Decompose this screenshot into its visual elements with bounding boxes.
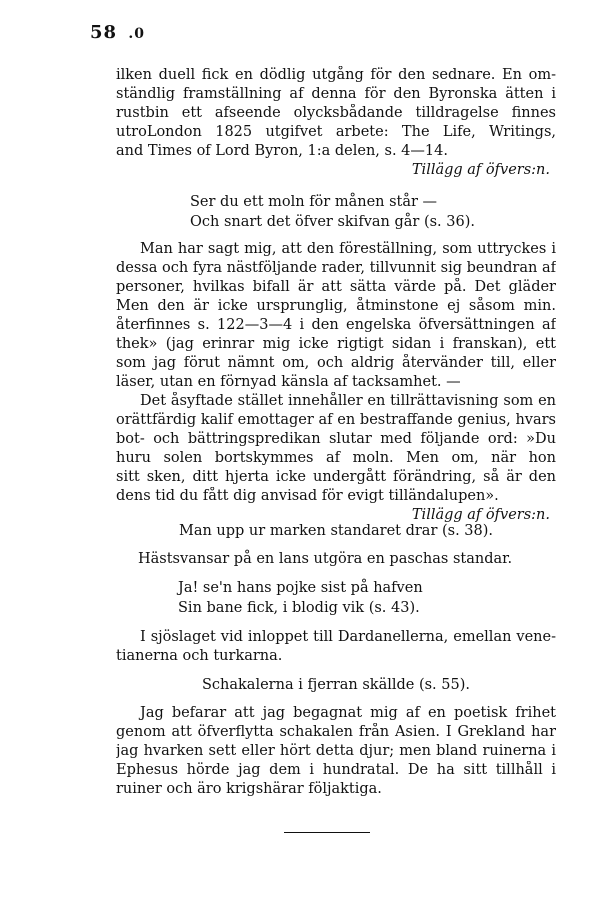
text-line: läser, utan en förnyad känsla af tacksamhet. — — [116, 374, 461, 390]
text-line: Ephesus hörde jag dem i hundratal. De ha sitt tillhåll i — [116, 762, 556, 778]
text-line: genom att öfverflytta schakalen från Asien. I Grekland har — [116, 724, 556, 740]
page-mark: .0 — [128, 26, 145, 42]
text-line: sitt sken, ditt hjerta icke undergått förändring, så är den — [116, 469, 556, 485]
verse-line: Och snart det öfver skifvan går (s. 36). — [190, 214, 475, 230]
paragraph-5 — [116, 704, 556, 799]
translator-note: Tillägg af öfvers:n. — [411, 507, 550, 523]
text-line: bot- och bättringspredikan slutar med följande ord: »Du — [116, 431, 556, 447]
text-line: jag hvarken sett eller hört detta djur; men bland ruinerna i — [116, 743, 556, 759]
text-line: ständlig framställning af denna för den Byronska ätten i — [116, 86, 556, 102]
paragraph-footnote-1 — [116, 66, 556, 180]
text-line: and Times of Lord Byron, 1:a delen, s. 4—14. — [116, 143, 448, 159]
text-line: personer, hvilkas bifall är att sätta värde på. Det gläder — [116, 279, 556, 295]
text-line: återfinnes s. 122—3—4 i den engelska öfversättningen af — [116, 317, 556, 333]
text-line: dens tid du fått dig anvisad för evigt tilländalupen». — [116, 488, 499, 504]
paragraph-2 — [116, 240, 556, 392]
text-line: orättfärdig kalif emottager af en bestraffande genius, hvars — [116, 412, 556, 428]
text-line: ruiner och äro krigshärar följaktiga. — [116, 781, 382, 797]
verse-line: Ser du ett moln för månen står — — [190, 194, 438, 210]
text-line: utroLondon 1825 utgifvet arbete: The Life, Writings, — [116, 124, 556, 140]
text-line: I sjöslaget vid inloppet till Dardanellerna, emellan vene- — [140, 629, 556, 645]
section-divider — [284, 832, 370, 833]
explanation-line: Hästsvansar på en lans utgöra en paschas standar. — [138, 551, 513, 567]
text-line: Men den är icke ursprunglig, åtminstone ej såsom min. — [116, 298, 556, 314]
text-line: dessa och fyra nästföljande rader, tillvunnit sig beundran af — [116, 260, 556, 276]
verse-quote-2 — [178, 578, 423, 618]
text-line: Jag befarar att jag begagnat mig af en poetisk frihet — [140, 705, 556, 721]
page-number-text: 58 — [90, 22, 118, 43]
verse-line: Ja! se'n hans pojke sist på hafven — [178, 580, 423, 596]
paragraph-4 — [116, 628, 556, 666]
verse-quote-1 — [190, 192, 475, 232]
page-number — [90, 22, 145, 43]
translator-note: Tillägg af öfvers:n. — [411, 162, 550, 178]
text-line: rustbin ett afseende olycksbådande tilldragelse finnes — [116, 105, 556, 121]
verse-line: Sin bane fick, i blodig vik (s. 43). — [178, 600, 420, 616]
text-line: Det åsyftade stället innehåller en tillrättavisning som en — [140, 393, 556, 409]
text-line: som jag förut nämnt om, och aldrig återvänder till, eller — [116, 355, 556, 371]
text-line: huru solen bortskymmes af moln. Men om, när hon — [116, 450, 556, 466]
text-line: tianerna och turkarna. — [116, 648, 283, 664]
verse-heading-1: Man upp ur marken standaret drar (s. 38). — [178, 523, 494, 539]
text-line: thek» (jag erinrar mig icke rigtigt sidan i franskan), ett — [116, 336, 556, 352]
text-line: Man har sagt mig, att den föreställning, som uttryckes i — [140, 241, 556, 257]
paragraph-3 — [116, 392, 556, 525]
verse-heading-2: Schakalerna i fjerran skällde (s. 55). — [201, 677, 470, 693]
text-line: ilken duell fick en dödlig utgång för den sednare. En om- — [116, 67, 556, 83]
